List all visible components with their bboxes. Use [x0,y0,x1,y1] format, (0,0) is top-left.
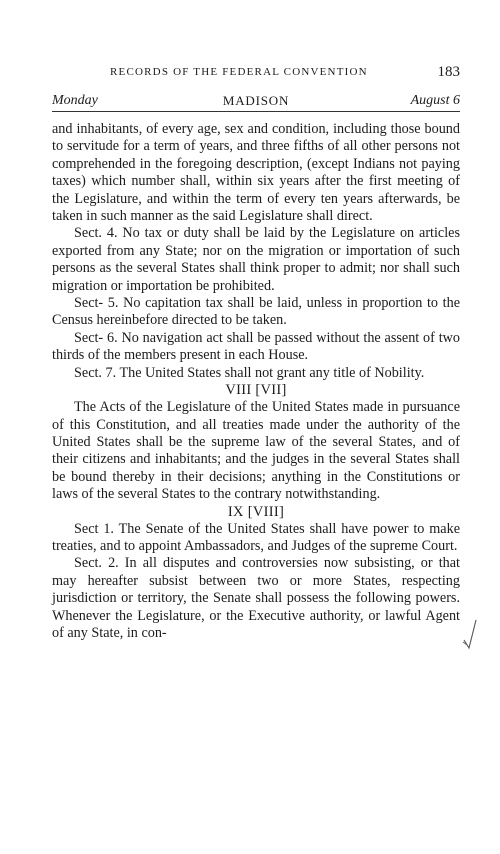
paragraph-ix-sect-1: Sect 1. The Senate of the United States shall have power to make treaties, and to appoint Ambassadors, and Judges of the supreme Court. [52,520,460,554]
paragraph-ix-sect-2: Sect. 2. In all disputes and controversies now subsisting, or that may hereafter subsist between two or more States, respecting jurisdiction or territory, the Senate shall possess the following powers. Whenever the Legislature, or the Executive authority, or lawful Agent of any State, in con- [52,555,460,641]
paragraph-continued: and inhabitants, of every age, sex and condition, including those bound to servitude for a term of years, and three fifths of all other persons not comprehended in the foregoing description, (except Indians not paying taxes) which number shall, within six years after the first meeting of the Legislature, and within the term of every ten years afterwards, be taken in such manner as the said Legislature shall direct. [52,121,460,225]
article-viii-heading: VIII [VII] [225,382,287,399]
page-number: 183 [437,64,460,80]
paragraph-sect-5: Sect- 5. No capitation tax shall be laid, unless in proportion to the Census hereinbefore directed to be taken. [52,295,460,329]
subhead-name: MADISON [222,93,290,108]
subhead-day: Monday [52,93,98,108]
subhead-date: August 6 [410,93,460,108]
paragraph-sect-4: Sect. 4. No tax or duty shall be laid by the Legislature on articles exported from any State; nor on the migration or importation of such persons as the several States shall think proper to admit; nor shall such migration or importation be prohibited. [52,225,460,294]
subhead [52,93,460,112]
running-head-title: RECORDS OF THE FEDERAL CONVENTION [110,66,368,78]
paragraph-sect-7: Sect. 7. The United States shall not grant any title of Nobility. [74,364,425,381]
body-text [52,121,460,642]
article-ix-heading: IX [VIII] [227,503,285,520]
checkmark-icon [462,618,478,657]
article-viii-text: The Acts of the Legislature of the United States made in pursuance of this Constitution, and all treaties made under the authority of the United States shall be the supreme law of the several States, and of their citizens and inhabitants; and the judges in the several States shall be bound thereby in their decisions; anything in the Constitutions or laws of the several States to the contrary notwithstanding. [52,399,460,503]
paragraph-sect-6: Sect- 6. No navigation act shall be passed without the assent of two thirds of the members present in each House. [52,329,460,364]
running-head [52,64,460,82]
